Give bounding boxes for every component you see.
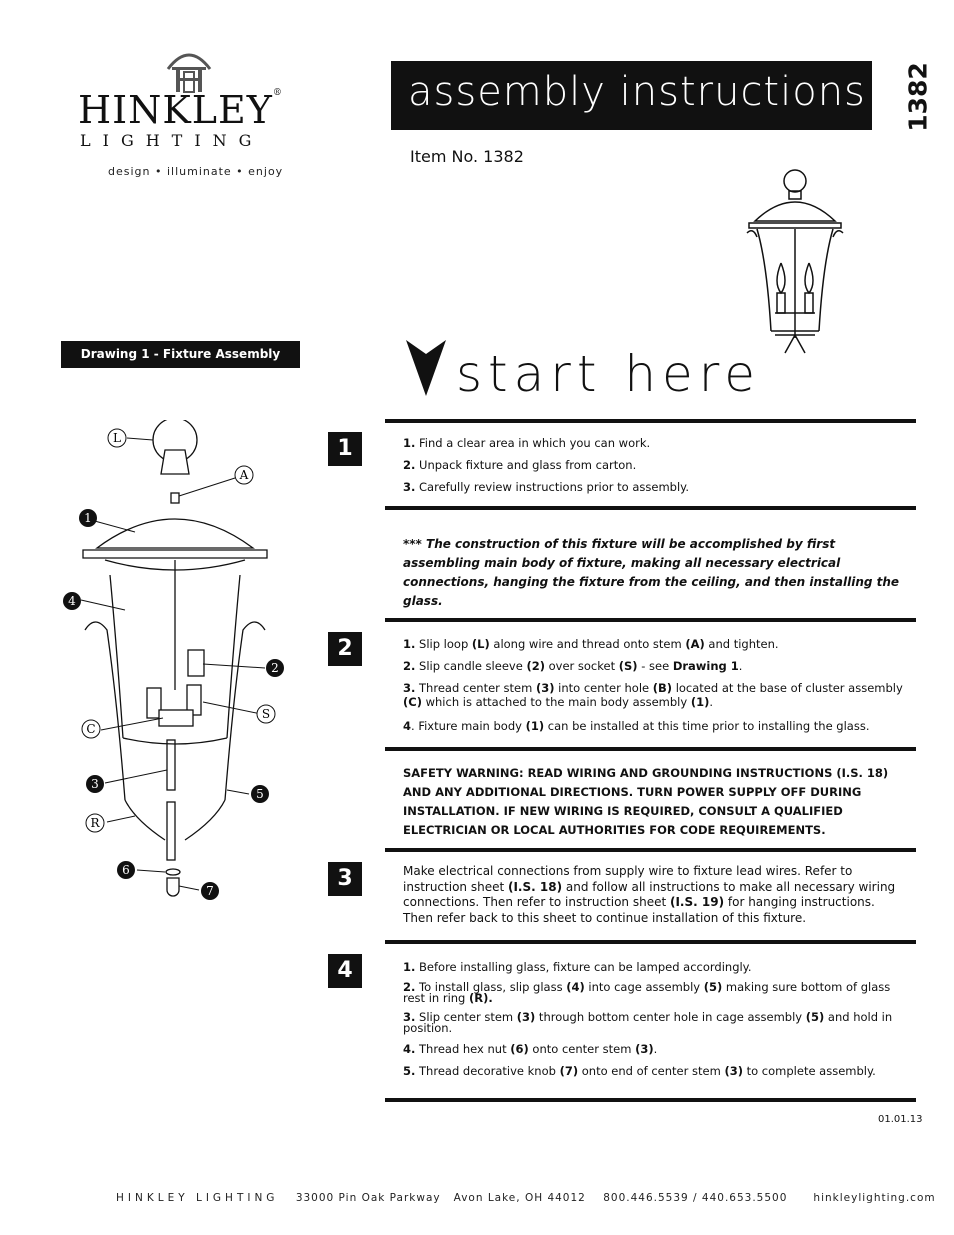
divider <box>385 848 916 852</box>
list-item: 3. Carefully review instructions prior to assembly. <box>403 480 689 494</box>
callout-S <box>257 705 275 723</box>
logo-emblem-icon <box>164 45 214 93</box>
callout-A <box>235 466 253 484</box>
svg-text:C: C <box>86 722 96 736</box>
svg-text:1: 1 <box>84 511 92 525</box>
divider <box>385 506 916 510</box>
drawing-label: Drawing 1 - Fixture Assembly <box>61 341 300 368</box>
list-item: 4. Fixture main body (1) can be installed at this time prior to installing the glass. <box>403 719 870 733</box>
safety-warning: SAFETY WARNING: READ WIRING AND GROUNDING INSTRUCTIONS (I.S. 18) AND ANY ADDITIONAL DIRECTIONS. TURN POWER SUPPLY OFF DURING INSTALLATION. IF NEW WIRING IS REQUIRED, CONSULT A QUALIFIED ELECTRICIAN OR LOCAL AUTHORITIES FOR CODE REQUIREMENTS. <box>403 766 889 837</box>
svg-text:4: 4 <box>68 594 76 608</box>
exploded-drawing <box>55 420 315 910</box>
step-number-2: 2 <box>328 632 362 666</box>
svg-text:R: R <box>90 816 100 830</box>
divider <box>385 618 916 622</box>
step-number-3: 3 <box>328 862 362 896</box>
svg-text:7: 7 <box>206 884 214 898</box>
svg-text:5: 5 <box>256 787 264 801</box>
footer <box>116 1192 936 1204</box>
divider <box>385 940 916 944</box>
list-item: 4. Thread hex nut (6) onto center stem (3). <box>403 1042 658 1056</box>
footer-phone: 800.446.5539 / 440.653.5500 <box>603 1192 788 1204</box>
list-item: 3. Slip center stem (3) through bottom center hole in cage assembly (5) and hold in position. <box>403 1010 893 1035</box>
step-4-list <box>403 960 915 1086</box>
callout-5 <box>251 785 269 803</box>
divider <box>385 747 916 751</box>
callout-3 <box>86 775 104 793</box>
callout-R <box>86 814 104 832</box>
title-bar <box>391 61 872 130</box>
start-here-heading: start here <box>456 345 762 403</box>
list-item: 2. To install glass, slip glass (4) into cage assembly (5) making sure bottom of glass rest in ring (R). <box>403 980 891 1005</box>
callout-7 <box>201 882 219 900</box>
list-item: 2. Slip candle sleeve (2) over socket (S) - see Drawing 1. <box>403 659 743 673</box>
construction-note: *** The construction of this fixture will be accomplished by first assembling main body of fixture, making all necessary electrical connections, hanging the fixture from the ceiling, and then installing the glass. <box>403 537 900 608</box>
divider <box>385 419 916 423</box>
list-item: 5. Thread decorative knob (7) onto end of center stem (3) to complete assembly. <box>403 1064 876 1078</box>
list-item: 1. Before installing glass, fixture can be lamped accordingly. <box>403 960 752 974</box>
svg-text:2: 2 <box>271 661 279 675</box>
fixture-product-image <box>745 163 845 363</box>
revision-date: 01.01.13 <box>878 1114 923 1125</box>
svg-text:3: 3 <box>91 777 99 791</box>
logo-brand: HINKLEY® <box>78 88 282 132</box>
item-number: Item No. 1382 <box>410 147 524 166</box>
callout-1 <box>79 509 97 527</box>
step-2-list <box>403 637 915 741</box>
step-number-4: 4 <box>328 954 362 988</box>
svg-text:S: S <box>261 707 271 721</box>
list-item: 2. Unpack fixture and glass from carton. <box>403 458 637 472</box>
list-item: 1. Find a clear area in which you can work. <box>403 436 651 450</box>
step-1-list <box>403 436 915 502</box>
list-item: 1. Slip loop (L) along wire and thread onto stem (A) and tighten. <box>403 637 779 651</box>
callout-L <box>108 429 126 447</box>
callout-2 <box>266 659 284 677</box>
svg-text:A: A <box>239 468 249 482</box>
side-item-number: 1382 <box>903 62 933 132</box>
callout-6 <box>117 861 135 879</box>
footer-website-link[interactable]: hinkleylighting.com <box>813 1192 936 1204</box>
page-title: assembly instructions <box>408 69 866 115</box>
callout-C <box>82 720 100 738</box>
step-3-text: Make electrical connections from supply wire to fixture lead wires. Refer to instruction sheet (I.S. 18) and follow all instructions to make all necessary wiring connections. Then refer to instruction sheet (I.S. 19) for hanging instructions. Then refer back to this sheet to continue installation of this fixture. <box>403 864 896 925</box>
divider <box>385 1098 916 1102</box>
logo-tagline: design • illuminate • enjoy <box>108 165 284 178</box>
svg-text:L: L <box>113 431 121 445</box>
step-number-1: 1 <box>328 432 362 466</box>
footer-address: 33000 Pin Oak Parkway Avon Lake, OH 44012 <box>295 1192 586 1204</box>
svg-text:6: 6 <box>122 863 130 877</box>
arrow-down-icon <box>404 338 448 398</box>
callout-4 <box>63 592 81 610</box>
list-item: 3. Thread center stem (3) into center hole (B) located at the base of cluster assembly (C) which is attached to the main body assembly (1). <box>403 681 903 709</box>
footer-brand: HINKLEY LIGHTING <box>116 1192 279 1204</box>
logo-sub: LIGHTING <box>80 131 264 150</box>
